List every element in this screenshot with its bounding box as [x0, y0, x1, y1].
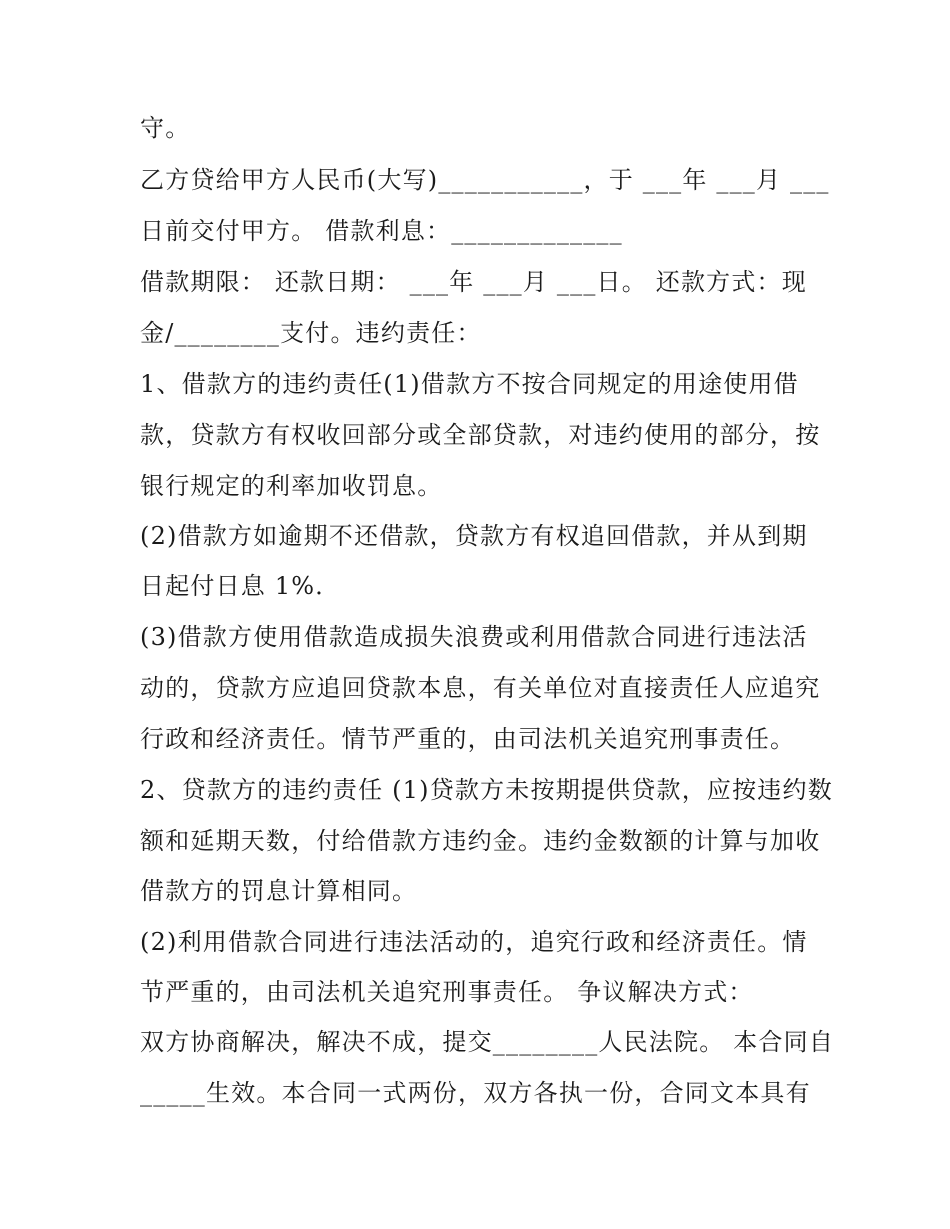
text-line: 乙方贷给甲方人民币(大写)___________，于 ___年 ___月 ___: [140, 166, 830, 194]
text-line: 守。: [140, 114, 191, 142]
text-line: 额和延期天数，付给借款方违约金。违约金数额的计算与加收: [140, 827, 821, 855]
text-line: 日起付日息 1%．: [140, 572, 341, 600]
text-line: (2)利用借款合同进行违法活动的，追究行政和经济责任。情: [140, 928, 808, 956]
text-line: 金/________支付。违约责任：: [140, 319, 482, 347]
text-line: 借款期限： 还款日期： ___年 ___月 ___日。 还款方式：现: [140, 268, 807, 296]
text-line: 款，贷款方有权收回部分或全部贷款，对违约使用的部分，按: [140, 421, 821, 449]
text-line: 借款方的罚息计算相同。: [140, 877, 418, 905]
text-line: 1、借款方的违约责任(1)借款方不按合同规定的用途使用借: [140, 370, 799, 398]
text-line: 行政和经济责任。情节严重的，由司法机关追究刑事责任。: [140, 725, 796, 753]
text-line: _____生效。本合同一式两份，双方各执一份，合同文本具有: [140, 1079, 811, 1107]
text-line: 动的，贷款方应追回贷款本息，有关单位对直接责任人应追究: [140, 674, 821, 702]
text-line: 节严重的，由司法机关追究刑事责任。 争议解决方式：: [140, 978, 754, 1006]
text-line: (3)借款方使用借款造成损失浪费或利用借款合同进行违法活: [140, 623, 808, 651]
text-line: 银行规定的利率加收罚息。: [140, 472, 443, 500]
text-line: 双方协商解决，解决不成，提交________人民法院。 本合同自: [140, 1028, 835, 1056]
text-line: (2)借款方如逾期不还借款，贷款方有权追回借款，并从到期: [140, 522, 808, 550]
text-line: 2、贷款方的违约责任 (1)贷款方未按期提供贷款，应按违约数: [140, 776, 833, 804]
text-line: 日前交付甲方。 借款利息：_____________: [140, 217, 623, 245]
